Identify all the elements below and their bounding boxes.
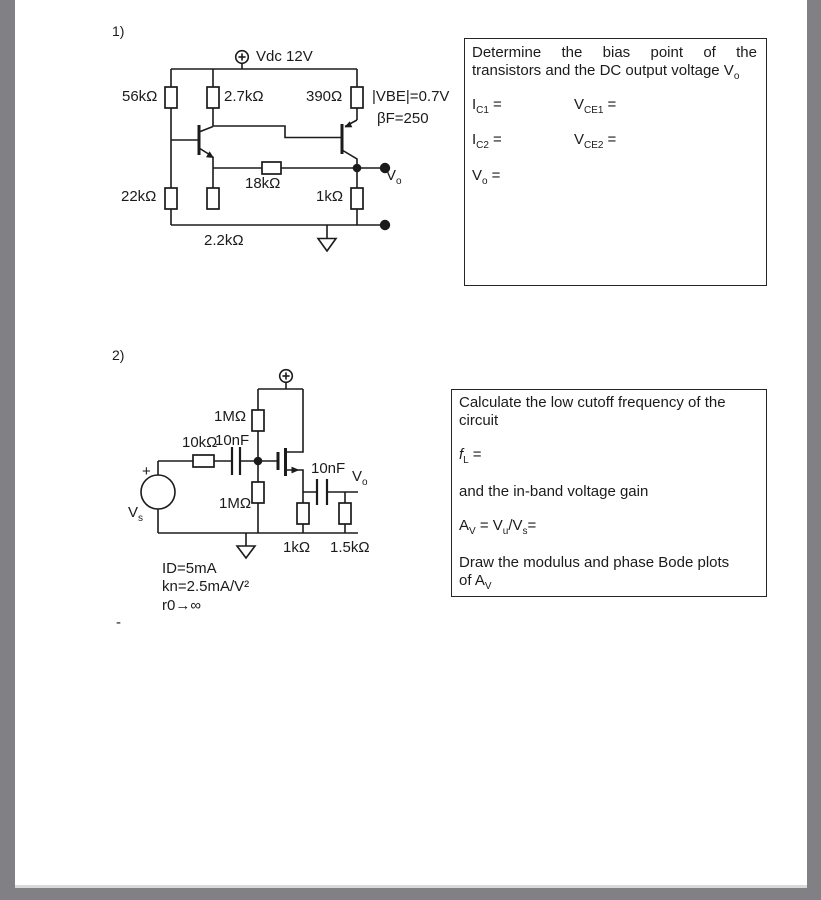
q1-prompt — [472, 44, 757, 80]
stray-mark: - — [116, 614, 121, 631]
ground-icon-1 — [318, 239, 336, 252]
resistor-22k-label: 22kΩ — [121, 188, 157, 205]
vs-plus-sign: + — [142, 463, 151, 480]
resistor-56k-label: 56kΩ — [122, 88, 158, 105]
answer-field-ic1: $I_{C1}$ = — [472, 96, 502, 116]
vdc-label: Vdc 12V — [256, 48, 313, 65]
vdc-supply-icon — [236, 51, 249, 69]
resistor-1k — [351, 188, 363, 209]
resistor-2k7 — [207, 87, 219, 108]
answer-field-vce1: $V_{CE1}$ = — [574, 96, 617, 116]
note-r0: r0→∞ — [162, 597, 202, 614]
answer-field-fl: $f_L$ = — [459, 446, 482, 466]
q2-prompt3-line1: Draw the modulus and phase Bode plots — [459, 554, 730, 571]
resistor-1k5-load — [339, 503, 351, 524]
note-kn: kn=2.5mA/V² — [162, 578, 250, 595]
circuit-diagram-1 — [155, 45, 415, 260]
capacitor-output — [317, 479, 327, 505]
resistor-390 — [351, 87, 363, 108]
resistor-10k — [193, 455, 214, 467]
answer-field-vo: $V_o$ = — [472, 167, 501, 187]
question-box-2 — [451, 389, 767, 597]
ground-icon-2 — [237, 546, 255, 558]
vo2-label: $V_o$ — [352, 468, 368, 488]
gate-node — [254, 457, 263, 466]
q2-prompt2: and the in-band voltage gain — [459, 483, 649, 500]
resistor-1k-source — [297, 503, 309, 524]
resistor-1m-top-label: 1MΩ — [214, 408, 247, 425]
vbe-note: |VBE|=0.7V — [372, 88, 450, 105]
q2-prompt1-line1: Calculate the low cutoff frequency of the — [459, 394, 726, 411]
question-box-1 — [464, 38, 767, 286]
q2-prompt3 — [459, 554, 757, 590]
beta-note: βF=250 — [377, 110, 429, 127]
resistor-18k — [262, 162, 281, 174]
resistor-390-label: 390Ω — [306, 88, 343, 105]
resistor-18k-label: 18kΩ — [245, 175, 281, 192]
vo1-label: $V_o$ — [386, 167, 402, 187]
problem-1-number: 1) — [112, 23, 125, 39]
q1-prompt-line1: Determine the bias point of the — [472, 44, 757, 61]
capacitor-input-label: 10nF — [215, 432, 250, 449]
resistor-1k5-load-label: 1.5kΩ — [330, 539, 370, 556]
resistor-2k2 — [207, 188, 219, 209]
vs-label: $V_s$ — [128, 504, 144, 524]
note-id: ID=5mA — [162, 560, 217, 577]
transistor-q2 — [342, 121, 352, 154]
vs-source-icon — [141, 475, 175, 509]
resistor-1m-bottom-label: 1MΩ — [219, 495, 252, 512]
answer-field-ic2: $I_{C2}$ = — [472, 131, 502, 151]
capacitor-input — [232, 447, 240, 475]
resistor-2k7-label: 2.7kΩ — [224, 88, 264, 105]
resistor-1m-top — [252, 410, 264, 431]
terminal-gnd1 — [380, 220, 390, 230]
resistor-22k — [165, 188, 177, 209]
resistor-1m-bottom — [252, 482, 264, 503]
problem-2-number: 2) — [112, 347, 125, 363]
q1-prompt-line2: transistors and the DC output voltage $V_o$ — [472, 62, 740, 82]
capacitor-output-label: 10nF — [311, 460, 346, 477]
vdd-supply-icon — [280, 370, 293, 389]
resistor-2k2-label: 2.2kΩ — [204, 232, 244, 249]
q2-prompt3-line2: of $A_V$ — [459, 572, 492, 592]
resistor-10k-label: 10kΩ — [182, 434, 218, 451]
q2-prompt1 — [459, 394, 757, 430]
answer-field-av: $A_V = V_u/V_s=$ — [459, 517, 537, 537]
q2-prompt1-line2: circuit — [459, 412, 499, 429]
answer-field-vce2: $V_{CE2}$ = — [574, 131, 617, 151]
resistor-1k-label: 1kΩ — [316, 188, 344, 205]
node-vo1 — [353, 164, 362, 173]
resistor-1k-source-label: 1kΩ — [283, 539, 311, 556]
resistor-56k — [165, 87, 177, 108]
